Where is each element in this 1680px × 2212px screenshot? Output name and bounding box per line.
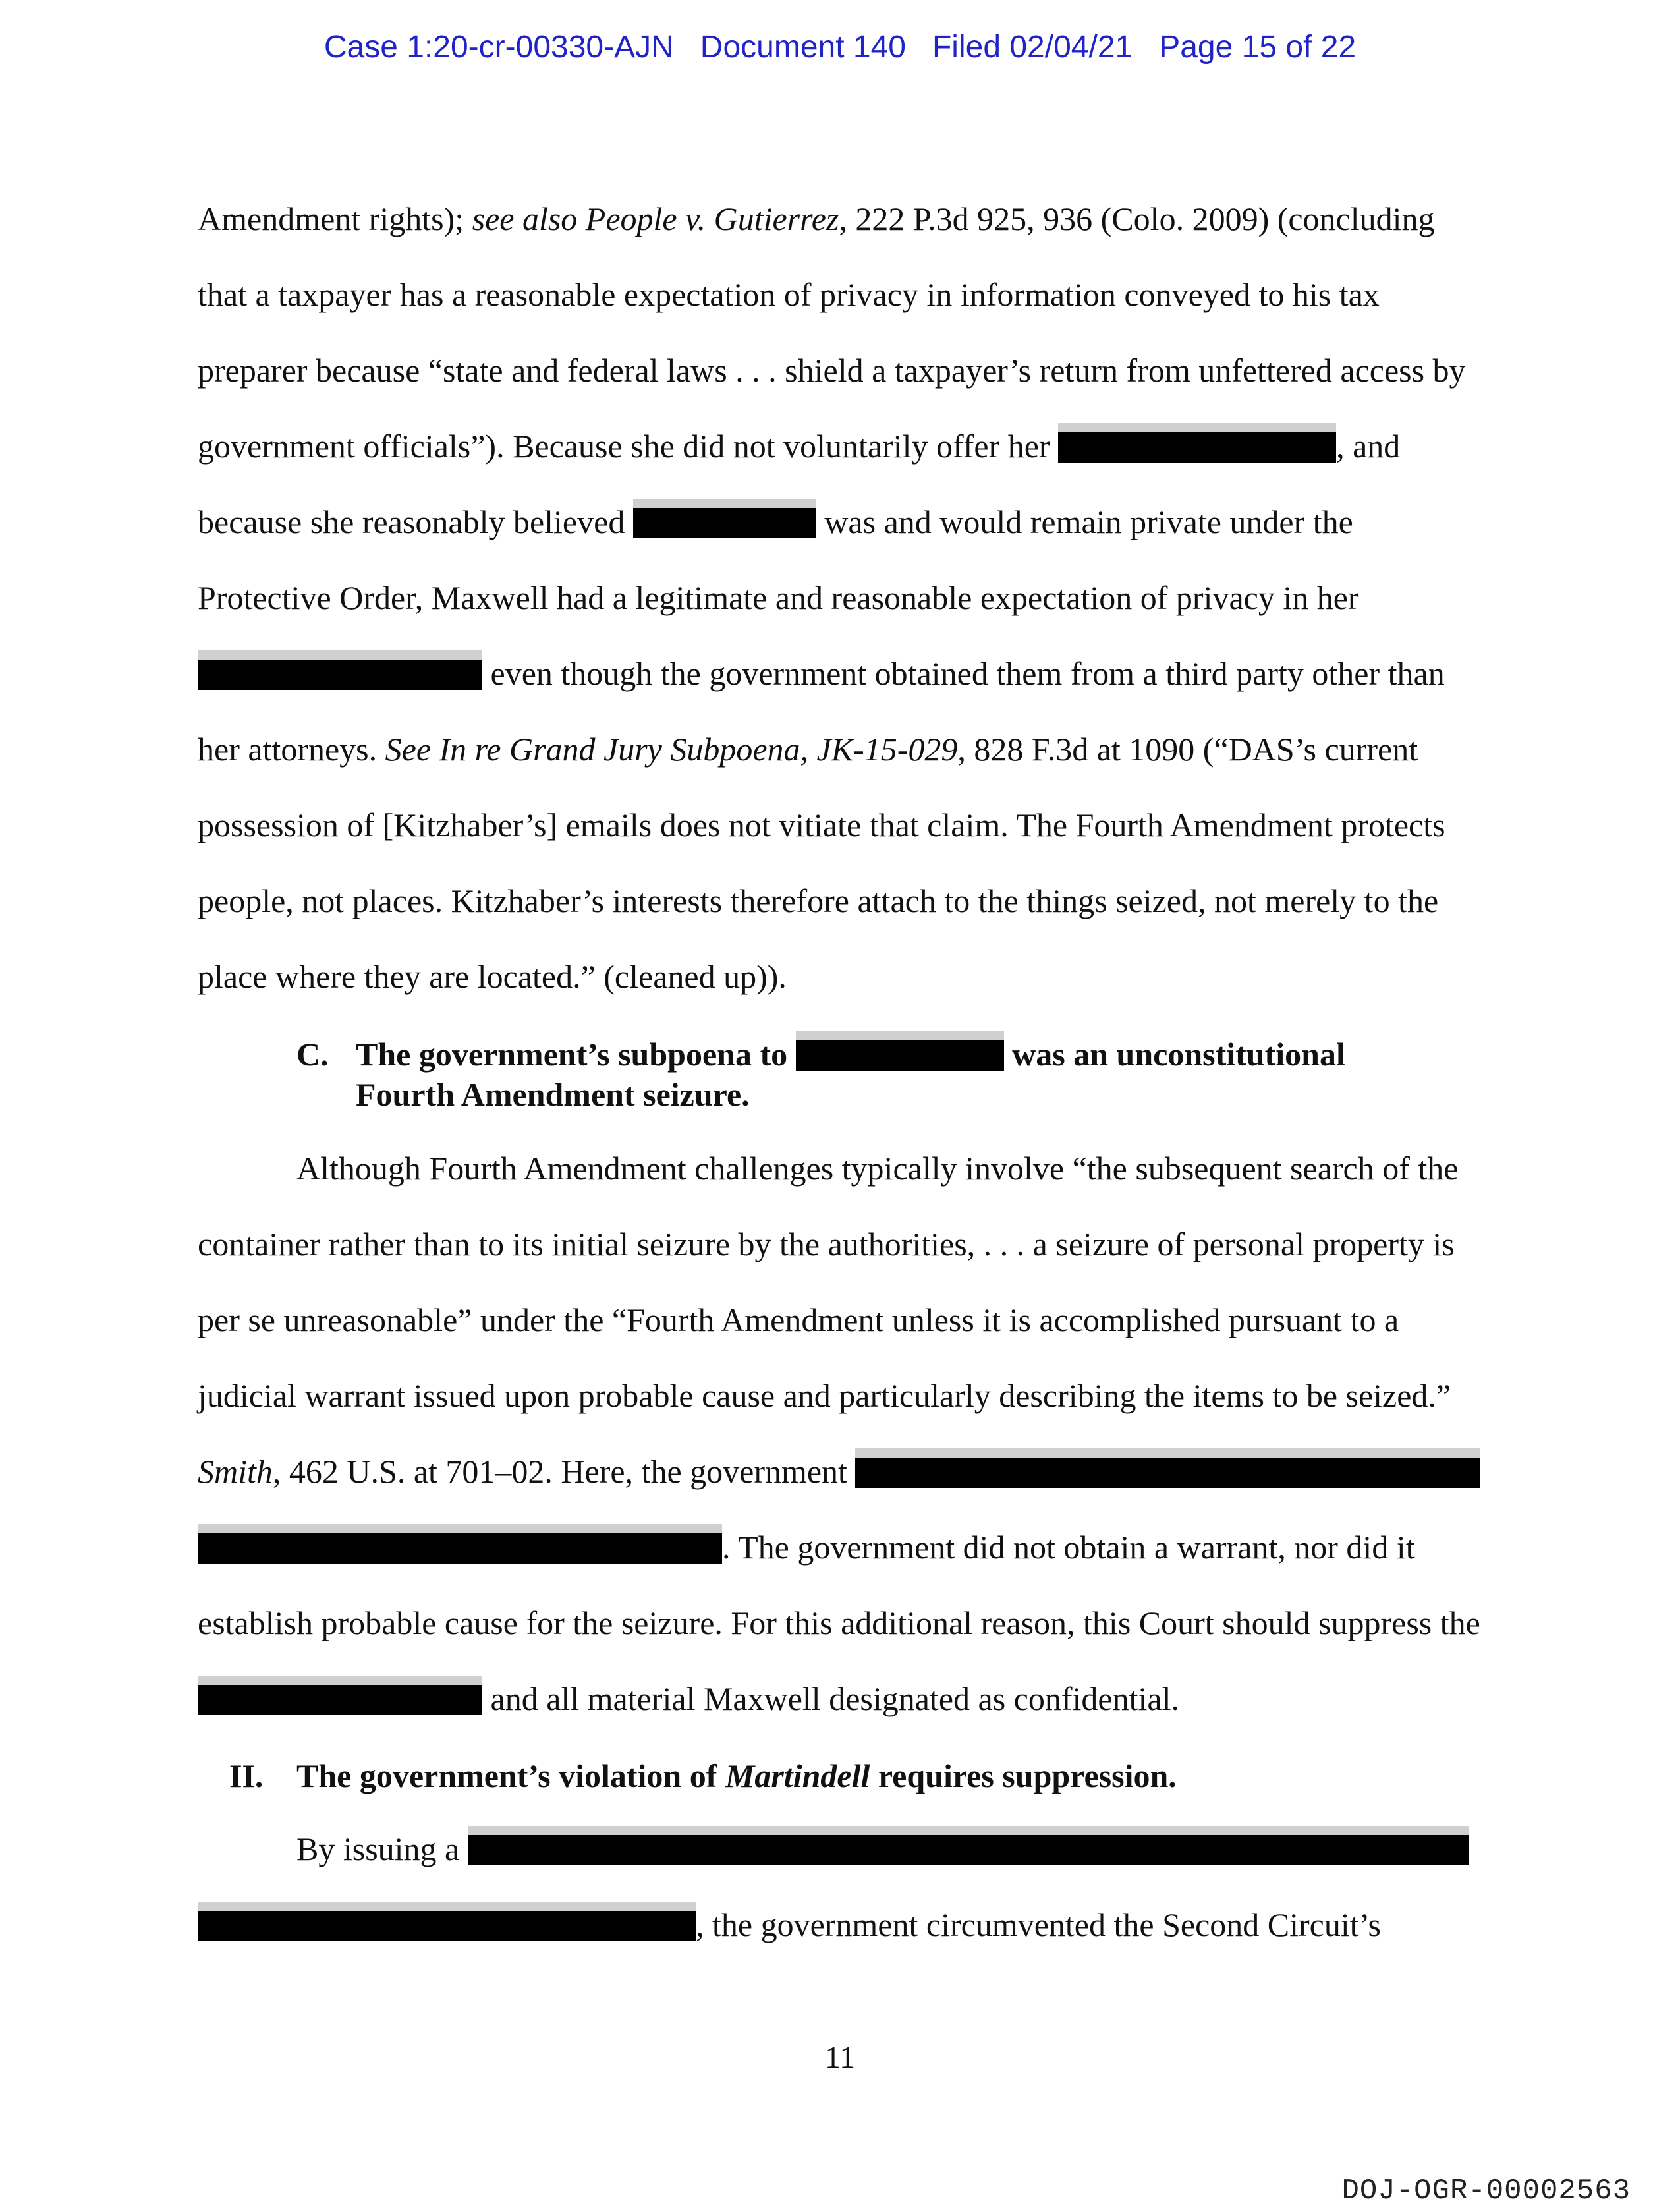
text: government officials”). Because she did not voluntarily offer her (198, 428, 1059, 465)
body-line: that a taxpayer has a reasonable expectation of privacy in information conveyed to his tax (198, 276, 1380, 313)
body-line (198, 654, 1445, 693)
page-of: Page 15 of 22 (1159, 30, 1357, 65)
text: By issuing a (296, 1830, 468, 1867)
text: because she reasonably believed (198, 503, 633, 540)
bates-number: DOJ-OGR-00002563 (1341, 2174, 1631, 2207)
body-line (198, 426, 1400, 466)
body-line (198, 1452, 1480, 1491)
text: her attorneys. (198, 731, 385, 768)
text: , the government circumvented the Second Circuit’s (696, 1906, 1381, 1943)
text: The government’s violation of (296, 1757, 725, 1794)
text: , 462 U.S. at 701–02. Here, the government (272, 1453, 856, 1490)
citation: See In re Grand Jury Subpoena, JK-15-029 (385, 731, 958, 768)
redaction (198, 1685, 482, 1715)
body-line (296, 1829, 1469, 1869)
redaction (855, 1458, 1480, 1488)
ecf-header (0, 29, 1680, 65)
body-line: people, not places. Kitzhaber’s interests therefore attach to the things seized, not merely to the (198, 882, 1439, 919)
body-line: place where they are located.” (cleaned up)). (198, 958, 787, 995)
text: , 828 F.3d at 1090 (“DAS’s current (957, 731, 1418, 768)
body-line: Protective Order, Maxwell had a legitimate and reasonable expectation of privacy in her (198, 579, 1359, 616)
text: and all material Maxwell designated as confidential. (482, 1680, 1179, 1717)
citation: Smith (198, 1453, 273, 1490)
body-line (198, 1679, 1179, 1718)
heading-ii-label: II. (229, 1757, 264, 1794)
body-line (198, 1905, 1381, 1944)
text: Amendment rights); (198, 200, 472, 237)
body-line (198, 502, 1353, 542)
citation: see also People v. Gutierrez (472, 200, 839, 237)
body-line (198, 1527, 1415, 1567)
heading-c-label: C. (296, 1036, 329, 1073)
text: even though the government obtained them from a third party other than (482, 655, 1445, 692)
case-number: Case 1:20-cr-00330-AJN (323, 30, 674, 65)
text: , and (1336, 428, 1401, 465)
text: , 222 P.3d 925, 936 (Colo. 2009) (concluding (839, 200, 1435, 237)
redaction (1058, 432, 1336, 463)
redaction (198, 1533, 722, 1564)
case-name: Martindell (725, 1757, 870, 1794)
redaction (198, 1911, 696, 1941)
body-line: judicial warrant issued upon probable cause and particularly describing the items to be seized.” (198, 1377, 1451, 1414)
text: was and would remain private under the (816, 503, 1353, 540)
body-line (198, 729, 1418, 769)
body-line: preparer because “state and federal laws . . . shield a taxpayer’s return from unfettered access by (198, 352, 1466, 389)
filed-date: Filed 02/04/21 (932, 30, 1133, 65)
text: . The government did not obtain a warrant, nor did it (722, 1529, 1415, 1566)
document-number: Document 140 (700, 30, 906, 65)
body-line: per se unreasonable” under the “Fourth Amendment unless it is accomplished pursuant to a (198, 1301, 1399, 1338)
page-number: 11 (824, 2040, 856, 2075)
heading-c (356, 1035, 1345, 1074)
text: requires suppression. (870, 1757, 1177, 1794)
text: The government’s subpoena to (356, 1036, 796, 1073)
redaction (796, 1040, 1004, 1071)
body-line: container rather than to its initial seizure by the authorities, . . . a seizure of personal property is (198, 1226, 1455, 1262)
heading-ii (296, 1756, 1177, 1796)
text: was an unconstitutional (1003, 1036, 1345, 1073)
redaction (198, 660, 482, 690)
body-line: possession of [Kitzhaber’s] emails does not vitiate that claim. The Fourth Amendment protects (198, 807, 1445, 843)
redaction (633, 508, 816, 538)
body-line (198, 199, 1435, 239)
redaction (468, 1835, 1469, 1865)
body-line: establish probable cause for the seizure. For this additional reason, this Court should suppress the (198, 1604, 1480, 1641)
body-line: Although Fourth Amendment challenges typically involve “the subsequent search of the (296, 1150, 1459, 1187)
heading-c-cont: Fourth Amendment seizure. (356, 1076, 750, 1113)
